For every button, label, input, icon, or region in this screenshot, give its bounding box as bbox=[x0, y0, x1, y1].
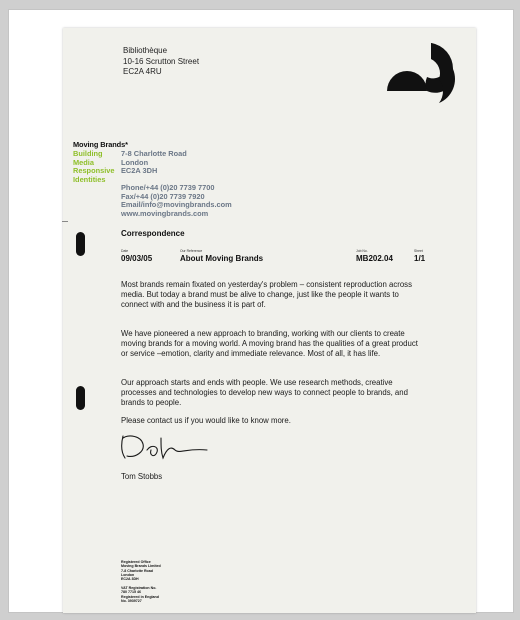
reference-label: Our Reference bbox=[180, 249, 203, 253]
moving-brands-logo-icon bbox=[387, 41, 459, 109]
website-link[interactable]: www.movingbrands.com bbox=[121, 208, 209, 218]
body-paragraph: Please contact us if you would like to know more. bbox=[121, 416, 291, 425]
vat-registration bbox=[121, 586, 159, 603]
registered-office bbox=[121, 560, 161, 581]
punch-hole-icon bbox=[76, 232, 85, 256]
fax-number: Fax/+44 (0)20 7739 7920 bbox=[121, 191, 205, 201]
brand-address bbox=[121, 150, 187, 176]
fold-mark bbox=[62, 221, 68, 222]
document-frame bbox=[8, 9, 514, 613]
section-title: Correspondence bbox=[121, 229, 185, 238]
footer-line: VAT Registration No. bbox=[121, 586, 157, 590]
recipient-address bbox=[123, 46, 199, 78]
address-line: 10-16 Scrutton Street bbox=[123, 56, 200, 66]
body-paragraph: We have pioneered a new approach to branding, working with our clients to create moving brands for a moving world. A moving brand has the qualities of a great product or service –emotion, clarity and immediate relevance. Most of all, it has life. bbox=[121, 329, 418, 358]
date-value: 09/03/05 bbox=[121, 254, 153, 263]
tagline-word: Media bbox=[73, 157, 94, 167]
footer-line: Registered in England bbox=[121, 594, 159, 599]
brand-tagline bbox=[73, 150, 115, 184]
footer-line: 780 7715 46 bbox=[121, 590, 141, 595]
address-line: EC2A 4RU bbox=[123, 67, 162, 76]
brand-contacts bbox=[121, 184, 232, 218]
body-paragraph: Most brands remain fixated on yesterday's problem – consistent reproduction across media. But today a brand must be alive to change, just like the people it wants to connect with and the business it is part of. bbox=[121, 280, 412, 309]
tagline-word: Building bbox=[73, 149, 103, 158]
body-paragraph: Our approach starts and ends with people. We use research methods, creative processes and technologies to develop new ways to connect people to brands, and brands to people. bbox=[121, 378, 408, 407]
brand-address-line: 7-8 Charlotte Road bbox=[121, 149, 187, 158]
footer-line: EC2A 3DH bbox=[121, 577, 139, 582]
sheet-value: 1/1 bbox=[414, 254, 426, 263]
address-line: Bibliothèque bbox=[123, 46, 168, 55]
email-link[interactable]: Email/info@movingbrands.com bbox=[121, 200, 232, 210]
handwritten-signature-icon bbox=[117, 430, 209, 464]
phone-number: Phone/+44 (0)20 7739 7700 bbox=[121, 183, 215, 192]
date-label: Date bbox=[121, 249, 129, 253]
tagline-word: Identities bbox=[73, 174, 106, 184]
job-number-value: MB202.04 bbox=[356, 254, 393, 263]
footer-line: Registered Office bbox=[121, 560, 151, 564]
reference-value: About Moving Brands bbox=[180, 254, 264, 263]
footer-line: London bbox=[121, 572, 135, 577]
footer-line: No. 3939727 bbox=[121, 598, 142, 603]
footer-line: 7-8 Charlotte Road bbox=[121, 568, 153, 573]
job-number-label: Job No. bbox=[356, 249, 368, 253]
brand-address-line: EC2A 3DH bbox=[121, 166, 158, 176]
signer-name: Tom Stobbs bbox=[121, 472, 163, 481]
letterhead-page bbox=[63, 28, 476, 613]
punch-hole-icon bbox=[76, 386, 85, 410]
tagline-word: Responsive bbox=[73, 166, 115, 176]
footer-line: Moving Brands Limited bbox=[121, 564, 161, 569]
sheet-label: Sheet bbox=[414, 249, 423, 253]
brand-address-line: London bbox=[121, 157, 149, 167]
brand-name: Moving Brands* bbox=[73, 140, 128, 149]
